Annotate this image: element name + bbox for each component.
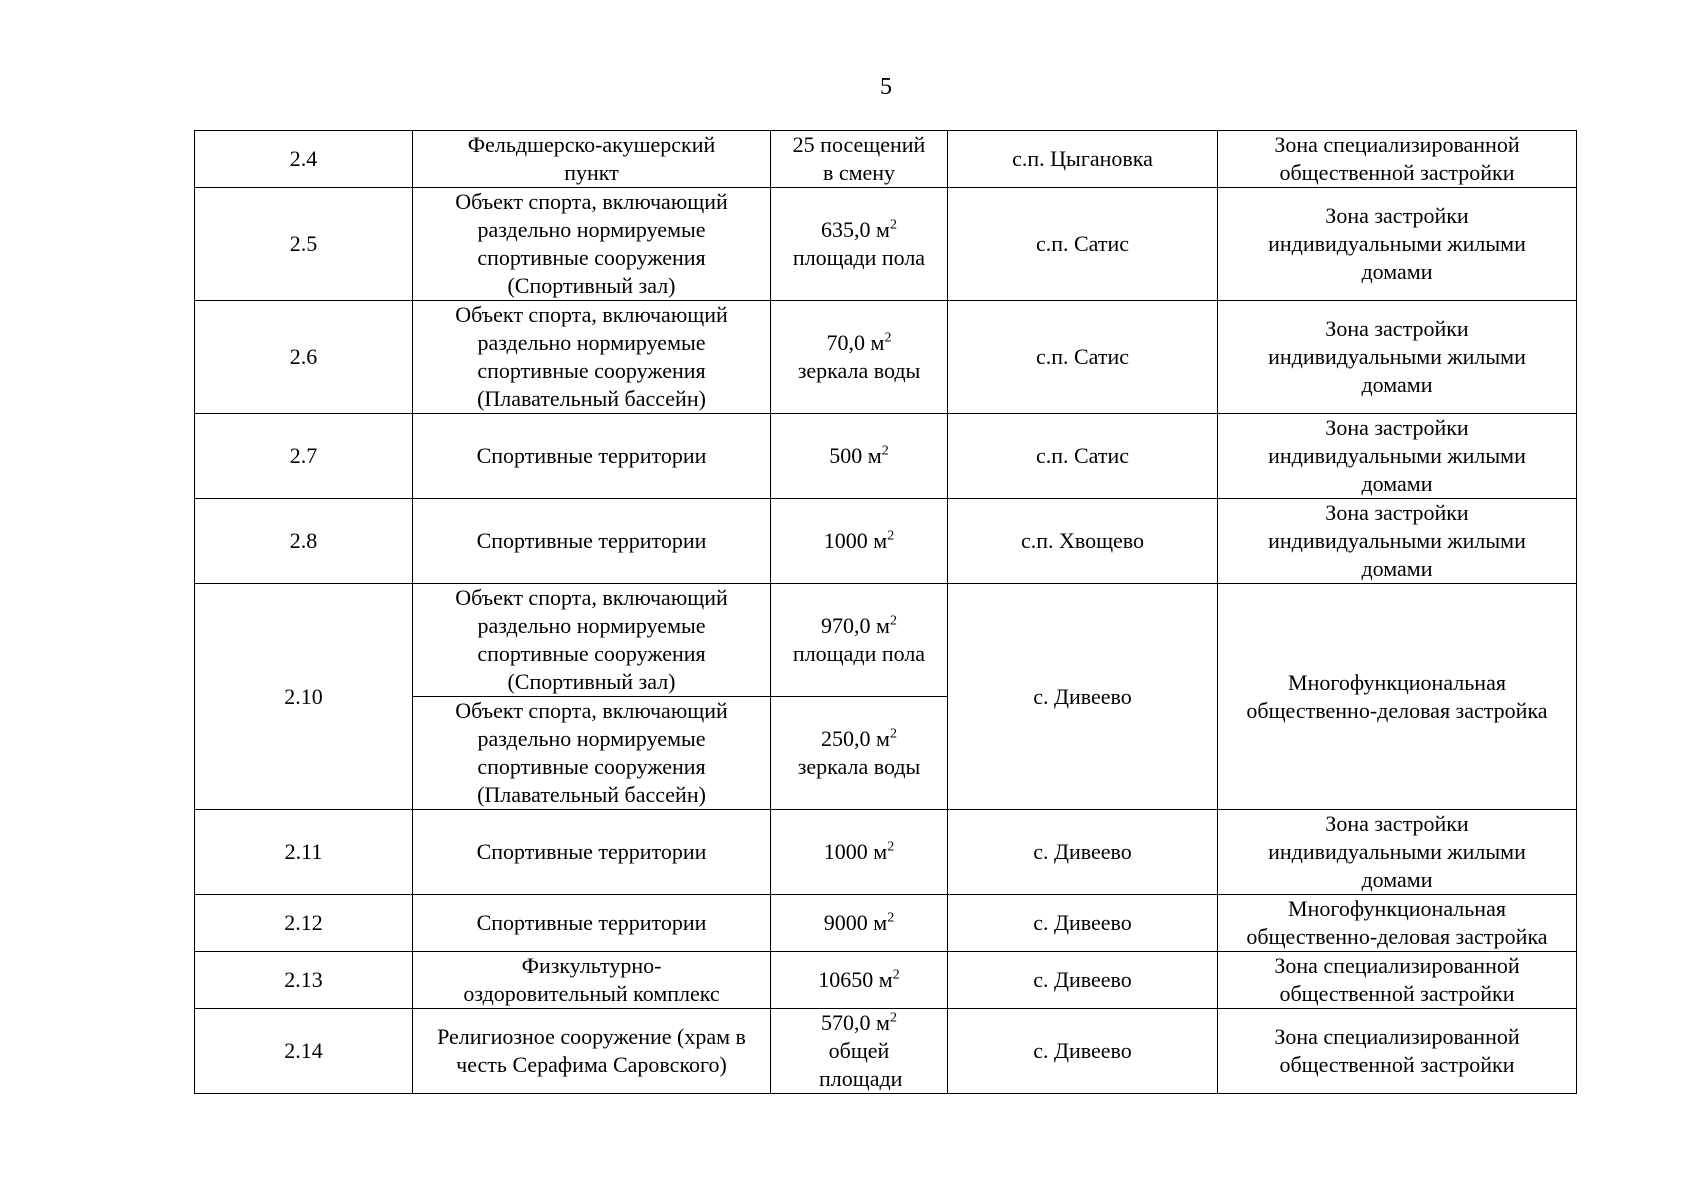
object-cell: Объект спорта, включающий раздельно нормируемые спортивные сооружения (Плавательный бассейн)	[413, 301, 771, 414]
object-cell: Спортивные территории	[413, 414, 771, 499]
capacity-cell	[771, 188, 948, 301]
table-row	[195, 1009, 1577, 1094]
table-row	[195, 895, 1577, 952]
table-row	[195, 810, 1577, 895]
superscript: 2	[889, 613, 897, 629]
object-cell: Спортивные территории	[413, 810, 771, 895]
zone-cell: Зона застройки индивидуальными жилыми домами	[1218, 499, 1577, 584]
capacity-value: 70,0 м	[826, 330, 885, 355]
superscript: 2	[889, 217, 897, 233]
capacity-value: 570,0 м	[821, 1010, 890, 1035]
row-number-cell: 2.8	[195, 499, 413, 584]
table-row	[195, 952, 1577, 1009]
capacity-value: 9000 м	[823, 910, 888, 935]
objects-table	[194, 130, 1577, 1094]
place-cell: с.п. Сатис	[948, 301, 1218, 414]
capacity-cell	[771, 810, 948, 895]
row-number-cell: 2.14	[195, 1009, 413, 1094]
object-cell: Фельдшерско-акушерский пункт	[413, 131, 771, 188]
zone-cell: Зона застройки индивидуальными жилыми домами	[1218, 188, 1577, 301]
place-cell: с.п. Цыгановка	[948, 131, 1218, 188]
zone-cell: Многофункциональная общественно-деловая застройка	[1218, 895, 1577, 952]
row-number-cell: 2.5	[195, 188, 413, 301]
capacity-cell	[771, 1009, 948, 1094]
superscript: 2	[889, 726, 897, 742]
superscript: 2	[887, 839, 895, 855]
capacity-value: 1000 м	[823, 839, 888, 864]
superscript: 2	[881, 443, 889, 459]
place-cell: с.п. Сатис	[948, 188, 1218, 301]
capacity-cell	[771, 301, 948, 414]
table-row	[195, 131, 1577, 188]
capacity-value: 10650 м	[818, 967, 893, 992]
capacity-value: 1000 м	[823, 528, 888, 553]
zone-cell: Зона застройки индивидуальными жилыми домами	[1218, 301, 1577, 414]
capacity-unit: зеркала воды	[797, 754, 921, 779]
capacity-unit: зеркала воды	[797, 358, 921, 383]
place-cell: с.п. Хвощево	[948, 499, 1218, 584]
table-row	[195, 188, 1577, 301]
row-number-cell: 2.12	[195, 895, 413, 952]
capacity-value: 970,0 м	[821, 613, 890, 638]
capacity-cell	[771, 414, 948, 499]
superscript: 2	[889, 1010, 897, 1026]
capacity-cell	[771, 697, 948, 810]
row-number-cell: 2.13	[195, 952, 413, 1009]
capacity-cell	[771, 499, 948, 584]
place-cell: с. Дивеево	[948, 810, 1218, 895]
table-row	[195, 584, 1577, 697]
zone-cell: Зона специализированной общественной застройки	[1218, 952, 1577, 1009]
row-number-cell: 2.10	[195, 584, 413, 810]
capacity-cell	[771, 895, 948, 952]
zone-cell: Зона застройки индивидуальными жилыми домами	[1218, 810, 1577, 895]
page-number: 5	[880, 74, 892, 100]
object-cell: Религиозное сооружение (храм в честь Серафима Саровского)	[413, 1009, 771, 1094]
row-number-cell: 2.4	[195, 131, 413, 188]
zone-cell: Зона застройки индивидуальными жилыми домами	[1218, 414, 1577, 499]
object-cell: Объект спорта, включающий раздельно нормируемые спортивные сооружения (Спортивный зал)	[413, 584, 771, 697]
superscript: 2	[892, 967, 900, 983]
capacity-value: 635,0 м	[821, 217, 890, 242]
object-cell: Объект спорта, включающий раздельно нормируемые спортивные сооружения (Плавательный бассейн)	[413, 697, 771, 810]
superscript: 2	[884, 330, 892, 346]
row-number-cell: 2.11	[195, 810, 413, 895]
capacity-cell	[771, 952, 948, 1009]
place-cell: с. Дивеево	[948, 584, 1218, 810]
place-cell: с.п. Сатис	[948, 414, 1218, 499]
object-cell: Спортивные территории	[413, 895, 771, 952]
row-number-cell: 2.6	[195, 301, 413, 414]
place-cell: с. Дивеево	[948, 895, 1218, 952]
place-cell: с. Дивеево	[948, 952, 1218, 1009]
zone-cell: Многофункциональная общественно-деловая застройка	[1218, 584, 1577, 810]
capacity-value: 500 м	[829, 443, 882, 468]
table-row	[195, 499, 1577, 584]
zone-cell: Зона специализированной общественной застройки	[1218, 1009, 1577, 1094]
table-row	[195, 414, 1577, 499]
capacity-value: 250,0 м	[821, 726, 890, 751]
object-cell: Физкультурно-оздоровительный комплекс	[413, 952, 771, 1009]
row-number-cell: 2.7	[195, 414, 413, 499]
capacity-unit: общей площади	[819, 1038, 903, 1091]
capacity-unit: площади пола	[792, 641, 926, 666]
table-row	[195, 301, 1577, 414]
place-cell: с. Дивеево	[948, 1009, 1218, 1094]
object-cell: Спортивные территории	[413, 499, 771, 584]
capacity-cell	[771, 584, 948, 697]
capacity-unit: площади пола	[792, 245, 926, 270]
object-cell: Объект спорта, включающий раздельно нормируемые спортивные сооружения (Спортивный зал)	[413, 188, 771, 301]
capacity-cell: 25 посещений в смену	[771, 131, 948, 188]
zone-cell: Зона специализированной общественной застройки	[1218, 131, 1577, 188]
superscript: 2	[887, 528, 895, 544]
superscript: 2	[887, 910, 895, 926]
